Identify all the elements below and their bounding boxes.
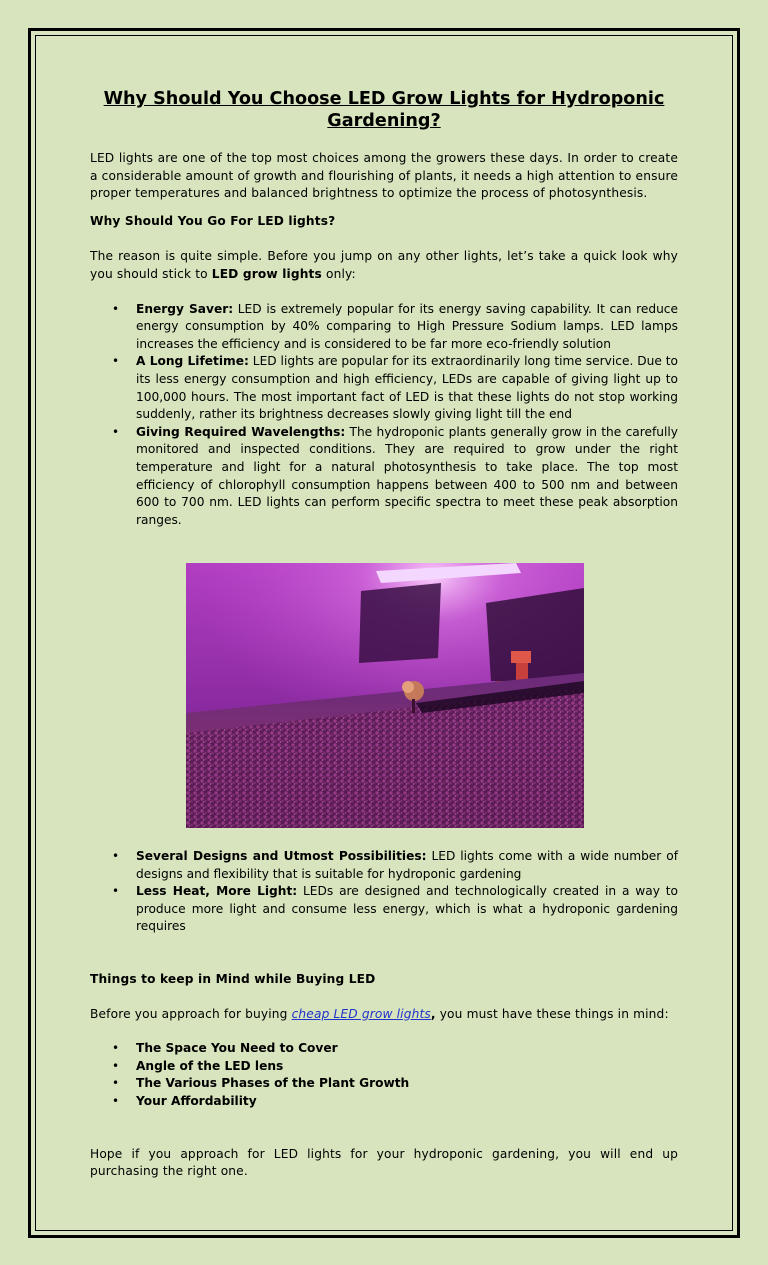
benefits-list-continued [90,848,678,936]
grow-room-image [186,563,584,828]
list-item-text: LED lights are popular for its extraordinarily long time service. Due to its less energy consumption and high efficiency, LEDs are capable of giving light up to 100,000 hours. The most important fact of LED is that these lights do not stop working suddenly, rather its brightness decreases slowly giving light till the end [136,354,678,422]
led-grow-room-photo [186,563,584,828]
reason-paragraph [90,248,678,283]
list-item [90,1040,678,1058]
approach-comma: , [430,1006,436,1021]
list-item-text: LED is extremely popular for its energy saving capability. It can reduce energy consumption by 40% comparing to High Pressure Sodium lamps. LED lamps increases the efficiency and is considered to be far more eco-friendly solution [136,301,678,351]
list-item [90,883,678,936]
list-item [90,848,678,883]
keep-in-mind-heading: Things to keep in Mind while Buying LED [90,971,376,986]
list-item-term: Several Designs and Utmost Possibilities: [136,849,427,863]
bullet-icon: • [112,354,120,369]
reason-text-post: only: [321,266,356,281]
list-item-term: A Long Lifetime: [136,354,249,369]
list-item-text: LED lights come with a wide number of designs and flexibility that is suitable for hydroponic gardening [136,849,678,881]
approach-text-pre: Before you approach for buying [90,1006,292,1021]
page-title: Why Should You Choose LED Grow Lights for Hydroponic Gardening? [103,89,665,131]
list-item [90,1093,678,1111]
approach-text-post: you must have these things in mind: [435,1006,669,1021]
bullet-icon: • [112,1041,120,1056]
bullet-icon: • [112,301,120,316]
list-item [90,424,678,530]
list-item [90,1058,678,1076]
list-item-term: Giving Required Wavelengths: [136,424,346,439]
approach-paragraph [90,1006,678,1024]
intro-paragraph: LED lights are one of the top most choices among the growers these days. In order to create a considerable amount of growth and flourishing of plants, it needs a high attention to ensure proper temperatures and balanced brightness to optimize the process of photosynthesis. [90,151,678,201]
benefits-list [90,301,678,530]
buying-checklist [90,1040,678,1110]
bullet-icon: • [112,884,120,899]
list-item-term: Less Heat, More Light: [136,884,298,899]
bullet-icon: • [112,1076,120,1091]
bullet-icon: • [112,1093,120,1108]
list-item-text: The Various Phases of the Plant Growth [136,1076,410,1091]
list-item [90,353,678,423]
list-item-text: LEDs are designed and technologically created in a way to produce more light and consume less energy, which is what a hydroponic gardening requires [136,884,678,934]
closing-paragraph: Hope if you approach for LED lights for your hydroponic gardening, you will end up purchasing the right one. [90,1146,678,1179]
reason-text-pre: The reason is quite simple. Before you jump on any other lights, let’s take a quick look why you should stick to [90,249,678,281]
why-heading: Why Should You Go For LED lights? [90,213,336,228]
bullet-icon: • [112,849,120,863]
list-item [90,301,678,354]
list-item-text: Angle of the LED lens [136,1058,284,1073]
list-item-term: Energy Saver: [136,301,234,316]
list-item-text: Your Affordability [136,1093,257,1108]
cheap-led-grow-lights-link[interactable]: cheap LED grow lights [291,1006,431,1021]
document-body [90,88,678,529]
bullet-icon: • [112,1058,120,1073]
bullet-icon: • [112,424,120,439]
list-item-text: The hydroponic plants generally grow in the carefully monitored and inspected conditions. They are required to grow under the right temperature and light for a natural photosynthesis to take place. The top most efficiency of chlorophyll consumption happens between 400 to 500 nm and between 600 to 700 nm. LED lights can perform specific spectra to meet these peak absorption ranges. [136,424,678,527]
list-item-text: The Space You Need to Cover [136,1041,338,1056]
reason-text-bold: LED grow lights [211,266,322,281]
document-body-continued [90,848,678,1181]
list-item [90,1075,678,1093]
